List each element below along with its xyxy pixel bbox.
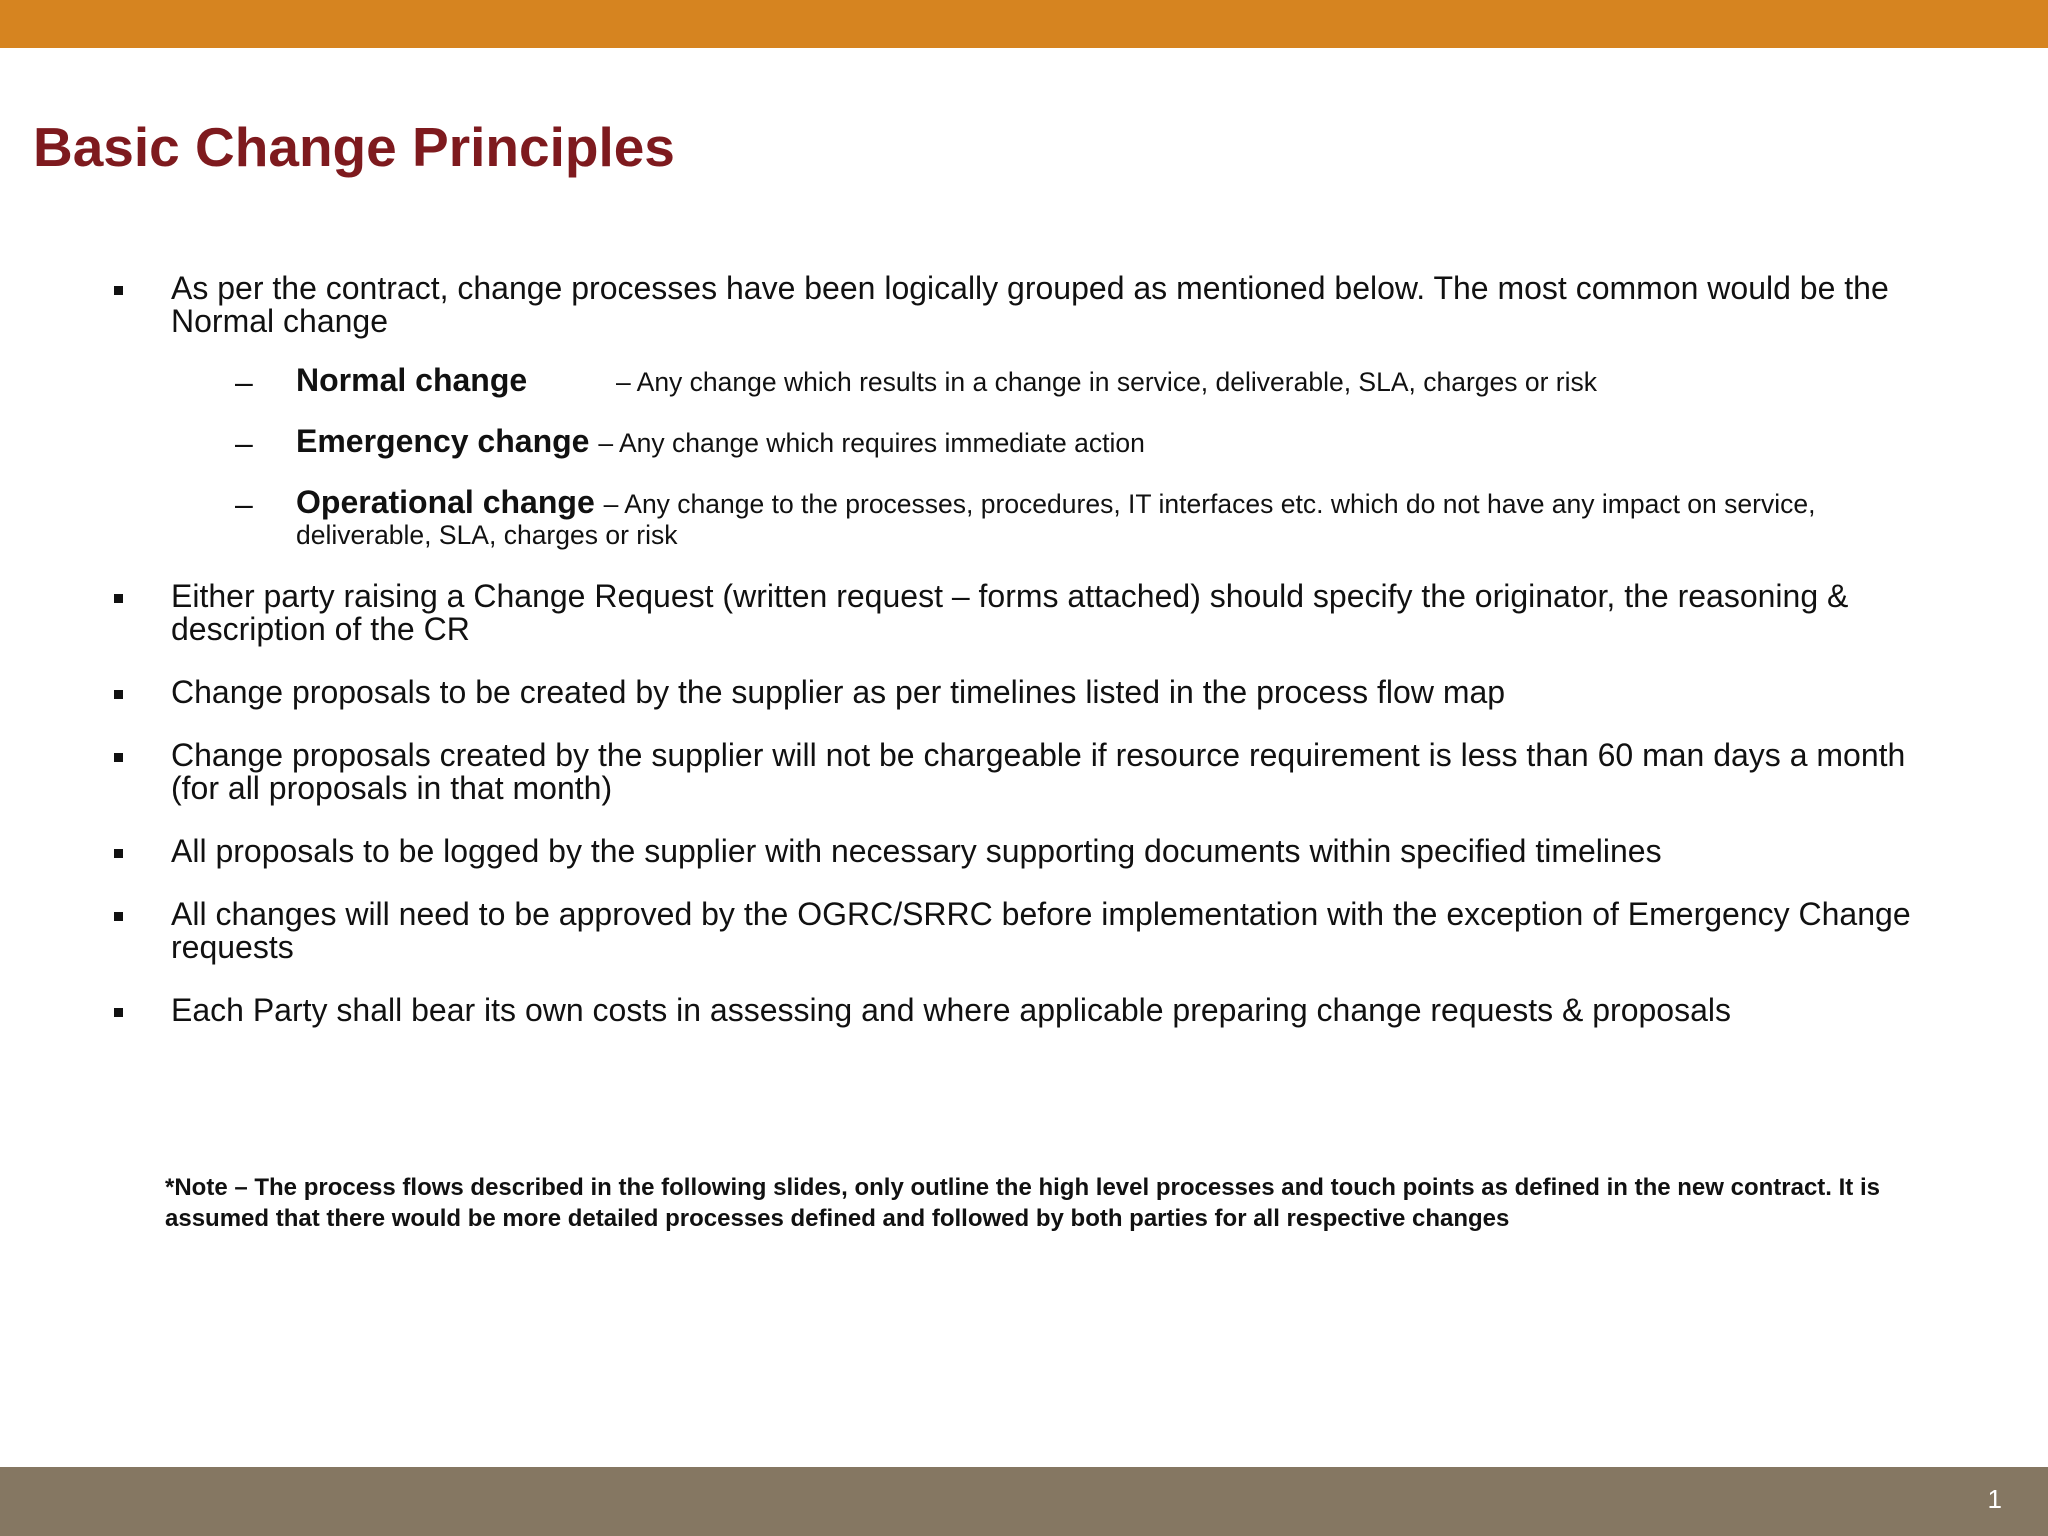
sub-item-description: – Any change which results in a change in service, deliverable, SLA, charges or risk	[616, 367, 1598, 397]
dash-bullet-icon: –	[235, 425, 253, 461]
bullet-text: Change proposals to be created by the supplier as per timelines listed in the process flow map	[171, 674, 1506, 710]
dash-bullet-icon: –	[235, 486, 253, 522]
sub-item-description: – Any change which requires immediate action	[598, 428, 1145, 458]
square-bullet-icon	[114, 286, 123, 295]
square-bullet-icon	[114, 594, 123, 603]
bullet-text: Change proposals created by the supplier will not be chargeable if resource requirement is less than 60 man days a month (for all proposals in that month)	[171, 737, 1906, 806]
sub-item-emergency-change	[171, 423, 1912, 461]
square-bullet-icon	[114, 690, 123, 699]
bullet-item	[112, 835, 1912, 868]
footnote: *Note – The process flows described in the following slides, only outline the high level processes and touch points as defined in the new contract. It is assumed that there would be more detailed processes defined and followed by both parties for all respective changes	[165, 1174, 1880, 1232]
sub-item-term: Normal change	[296, 362, 528, 398]
sub-item-term: Operational change	[296, 484, 595, 520]
sub-item-operational-change	[171, 484, 1912, 550]
sub-item-normal-change	[171, 362, 1912, 400]
bullet-text: As per the contract, change processes have been logically grouped as mentioned below. The most common would be the Normal change	[171, 270, 1889, 339]
bullet-text: Either party raising a Change Request (written request – forms attached) should specify the originator, the reasoning & description of the CR	[171, 578, 1849, 647]
bullet-item	[112, 272, 1912, 550]
square-bullet-icon	[114, 912, 123, 921]
bullet-item	[112, 898, 1912, 964]
bullet-text: All proposals to be logged by the supplier with necessary supporting documents within specified timelines	[171, 833, 1662, 869]
bullet-item	[112, 994, 1912, 1027]
square-bullet-icon	[114, 849, 123, 858]
bullet-text: All changes will need to be approved by the OGRC/SRRC before implementation with the exception of Emergency Change requests	[171, 896, 1911, 965]
bullet-item	[112, 676, 1912, 709]
page-number: 1	[1987, 1484, 2002, 1514]
bullet-item	[112, 739, 1912, 805]
square-bullet-icon	[114, 753, 123, 762]
dash-bullet-icon: –	[235, 364, 253, 400]
bullet-text: Each Party shall bear its own costs in assessing and where applicable preparing change requests & proposals	[171, 992, 1731, 1028]
bullet-item	[112, 580, 1912, 646]
footer-bar	[0, 1467, 2048, 1536]
top-accent-bar	[0, 0, 2048, 48]
bullet-list	[112, 272, 1912, 1057]
slide-title: Basic Change Principles	[33, 116, 675, 178]
change-type-list	[171, 362, 1912, 550]
sub-item-term: Emergency change	[296, 423, 590, 459]
square-bullet-icon	[114, 1008, 123, 1017]
sub-item-description: – Any change to the processes, procedures, IT interfaces etc. which do not have any impact on service, deliverable, SLA, charges or risk	[296, 489, 1816, 550]
